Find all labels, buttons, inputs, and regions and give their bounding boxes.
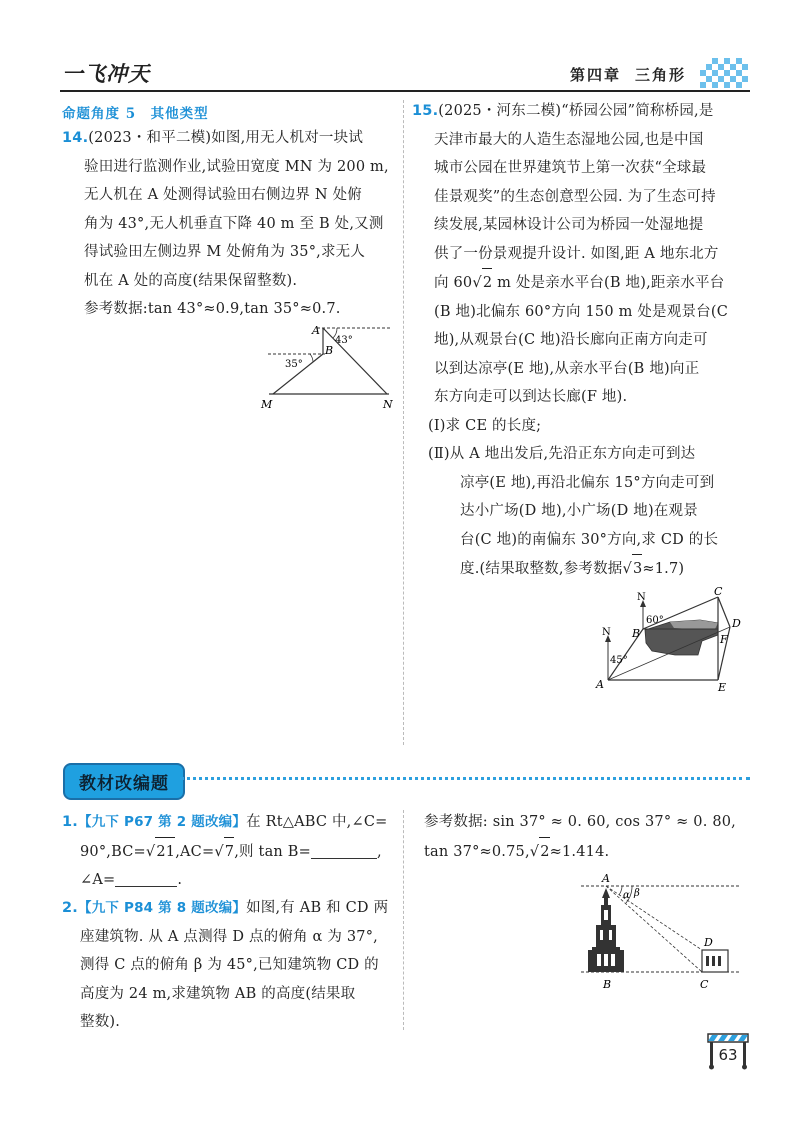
checker-pattern-icon xyxy=(700,58,748,88)
section-dotted-rule xyxy=(180,777,750,780)
section-badge: 教材改编题 xyxy=(63,763,185,800)
q15-line-2: 天津市最大的人造生态湿地公园,也是中国 xyxy=(434,131,704,148)
q14-line-2: 验田进行监测作业,试验田宽度 MN 为 200 m, xyxy=(84,158,389,175)
q14-reference-data: 参考数据:tan 43°≈0.9,tan 35°≈0.7. xyxy=(84,301,341,317)
q15-line-11: 东方向走可以到达长廊(F 地). xyxy=(434,389,628,405)
page-number: 63 xyxy=(718,1046,738,1064)
q14-label-a: A xyxy=(312,324,320,337)
tq2-label-d: D xyxy=(704,936,713,949)
q15-line-4: 佳景观奖”的生态创意型公园. 为了生态可持 xyxy=(434,188,716,205)
tq2-label-b: B xyxy=(603,978,612,991)
column-divider xyxy=(403,100,404,745)
q14-figure xyxy=(255,322,400,412)
tq1-line-1: 1.【九下 P67 第 2 题改编】在 Rt△ABC 中,∠C= xyxy=(62,814,388,830)
tq2-label-a: A xyxy=(602,872,610,885)
reference-data xyxy=(424,808,754,866)
q15-line-3: 城市公园在世界建筑节上第一次获“全球最 xyxy=(434,160,707,176)
q14-label-35: 35° xyxy=(285,359,303,370)
q15-part-2-line-4: 台(C 地)的南偏东 30°方向,求 CD 的长 xyxy=(460,531,719,548)
tq2-line-1: 2.【九下 P84 第 8 题改编】如图,有 AB 和 CD 两 xyxy=(62,900,389,916)
angle-heading: 命题角度 5 其他类型 xyxy=(62,106,209,122)
header-rule xyxy=(60,90,750,92)
q15-label-c: C xyxy=(714,585,723,598)
q15-label-b: B xyxy=(632,627,641,640)
question-14 xyxy=(62,124,402,324)
series-logo: 一飞冲天 xyxy=(62,62,150,86)
q15-part-2-line-1: (Ⅱ)从 A 地出发后,先沿正东方向走可到达 xyxy=(428,446,696,462)
tq1-line-2: 90°,BC=√21,AC=√7,则 tan B= , xyxy=(62,837,402,867)
q15-label-45: 45° xyxy=(610,655,628,666)
reference-line-1: 参考数据: sin 37° ≈ 0. 60, cos 37° ≈ 0. 80, xyxy=(424,814,736,830)
q15-label-d: D xyxy=(732,617,741,630)
q14-line-1: 14.(2023・和平二模)如图,用无人机对一块试 xyxy=(62,130,364,146)
chapter-label: 第四章 xyxy=(570,66,622,84)
q15-line-5: 续发展,某园林设计公司为桥园一处湿地提 xyxy=(434,217,704,233)
q15-line-9: 地),从观景台(C 地)沿长廊向正南方向走可 xyxy=(434,332,708,348)
q15-line-8: (B 地)北偏东 60°方向 150 m 处是观景台(C xyxy=(434,303,728,320)
chapter-title: 三角形 xyxy=(635,66,687,84)
q15-label-60: 60° xyxy=(646,615,664,626)
q15-label-n2: N xyxy=(637,592,646,603)
textbook-question-2 xyxy=(62,894,402,1037)
q14-line-4: 角为 43°,无人机垂直下降 40 m 至 B 处,又测 xyxy=(84,215,384,232)
page-number-badge xyxy=(706,1032,750,1070)
tq2-label-beta: β xyxy=(634,888,640,899)
q15-label-f: F xyxy=(720,633,728,646)
q15-line-10: 以到达凉亭(E 地),从亲水平台(B 地)向正 xyxy=(434,360,700,377)
q15-figure xyxy=(590,585,750,693)
q15-part-2-line-3: 达小广场(D 地),小广场(D 地)在观景 xyxy=(460,503,698,519)
angle-a-answer-blank[interactable] xyxy=(115,870,177,887)
q14-label-b: B xyxy=(325,344,334,357)
tq2-line-3: 测得 C 点的俯角 β 为 45°,已知建筑物 CD 的 xyxy=(80,957,379,973)
tq2-line-2: 座建筑物. 从 A 点测得 D 点的俯角 α 为 37°, xyxy=(80,928,378,945)
q14-line-6: 机在 A 处的高度(结果保留整数). xyxy=(84,272,298,289)
q14-label-n: N xyxy=(383,398,393,411)
q15-part-2-line-2: 凉亭(E 地),再沿北偏东 15°方向走可到 xyxy=(460,474,715,491)
tq2-line-5: 整数). xyxy=(80,1014,121,1030)
tq1-line-3: ∠A= . xyxy=(80,872,183,888)
q15-label-e: E xyxy=(718,681,727,693)
q15-label-a: A xyxy=(596,678,604,691)
q15-line-7: 向 60√2 m 处是亲水平台(B 地),距亲水平台 xyxy=(412,268,757,298)
q15-line-6: 供了一份景观提升设计. 如图,距 A 地东北方 xyxy=(434,245,719,262)
textbook-question-1 xyxy=(62,808,402,895)
q15-part-2-line-5: 度.(结果取整数,参考数据√3≈1.7) xyxy=(412,554,757,584)
q15-part-1: (Ⅰ)求 CE 的长度; xyxy=(428,417,542,434)
q14-line-5: 得试验田左侧边界 M 处俯角为 35°,求无人 xyxy=(84,244,366,260)
question-15 xyxy=(412,97,757,584)
tq2-label-c: C xyxy=(700,978,709,991)
tan-b-answer-blank[interactable] xyxy=(311,842,377,859)
q14-line-3: 无人机在 A 处测得试验田右侧边界 N 处俯 xyxy=(84,187,362,203)
q14-label-43: 43° xyxy=(335,335,353,346)
tq2-label-alpha: α xyxy=(623,890,630,901)
tq2-figure xyxy=(576,870,746,995)
reference-line-2: tan 37°≈0.75,√2≈1.414. xyxy=(424,837,754,867)
q15-line-1: 15.(2025・河东二模)“桥园公园”简称桥园,是 xyxy=(412,103,714,119)
q14-label-m: M xyxy=(261,398,273,411)
tq2-line-4: 高度为 24 m,求建筑物 AB 的高度(结果取 xyxy=(80,985,356,1002)
bottom-column-divider xyxy=(403,810,404,1030)
q15-label-n1: N xyxy=(602,627,611,638)
